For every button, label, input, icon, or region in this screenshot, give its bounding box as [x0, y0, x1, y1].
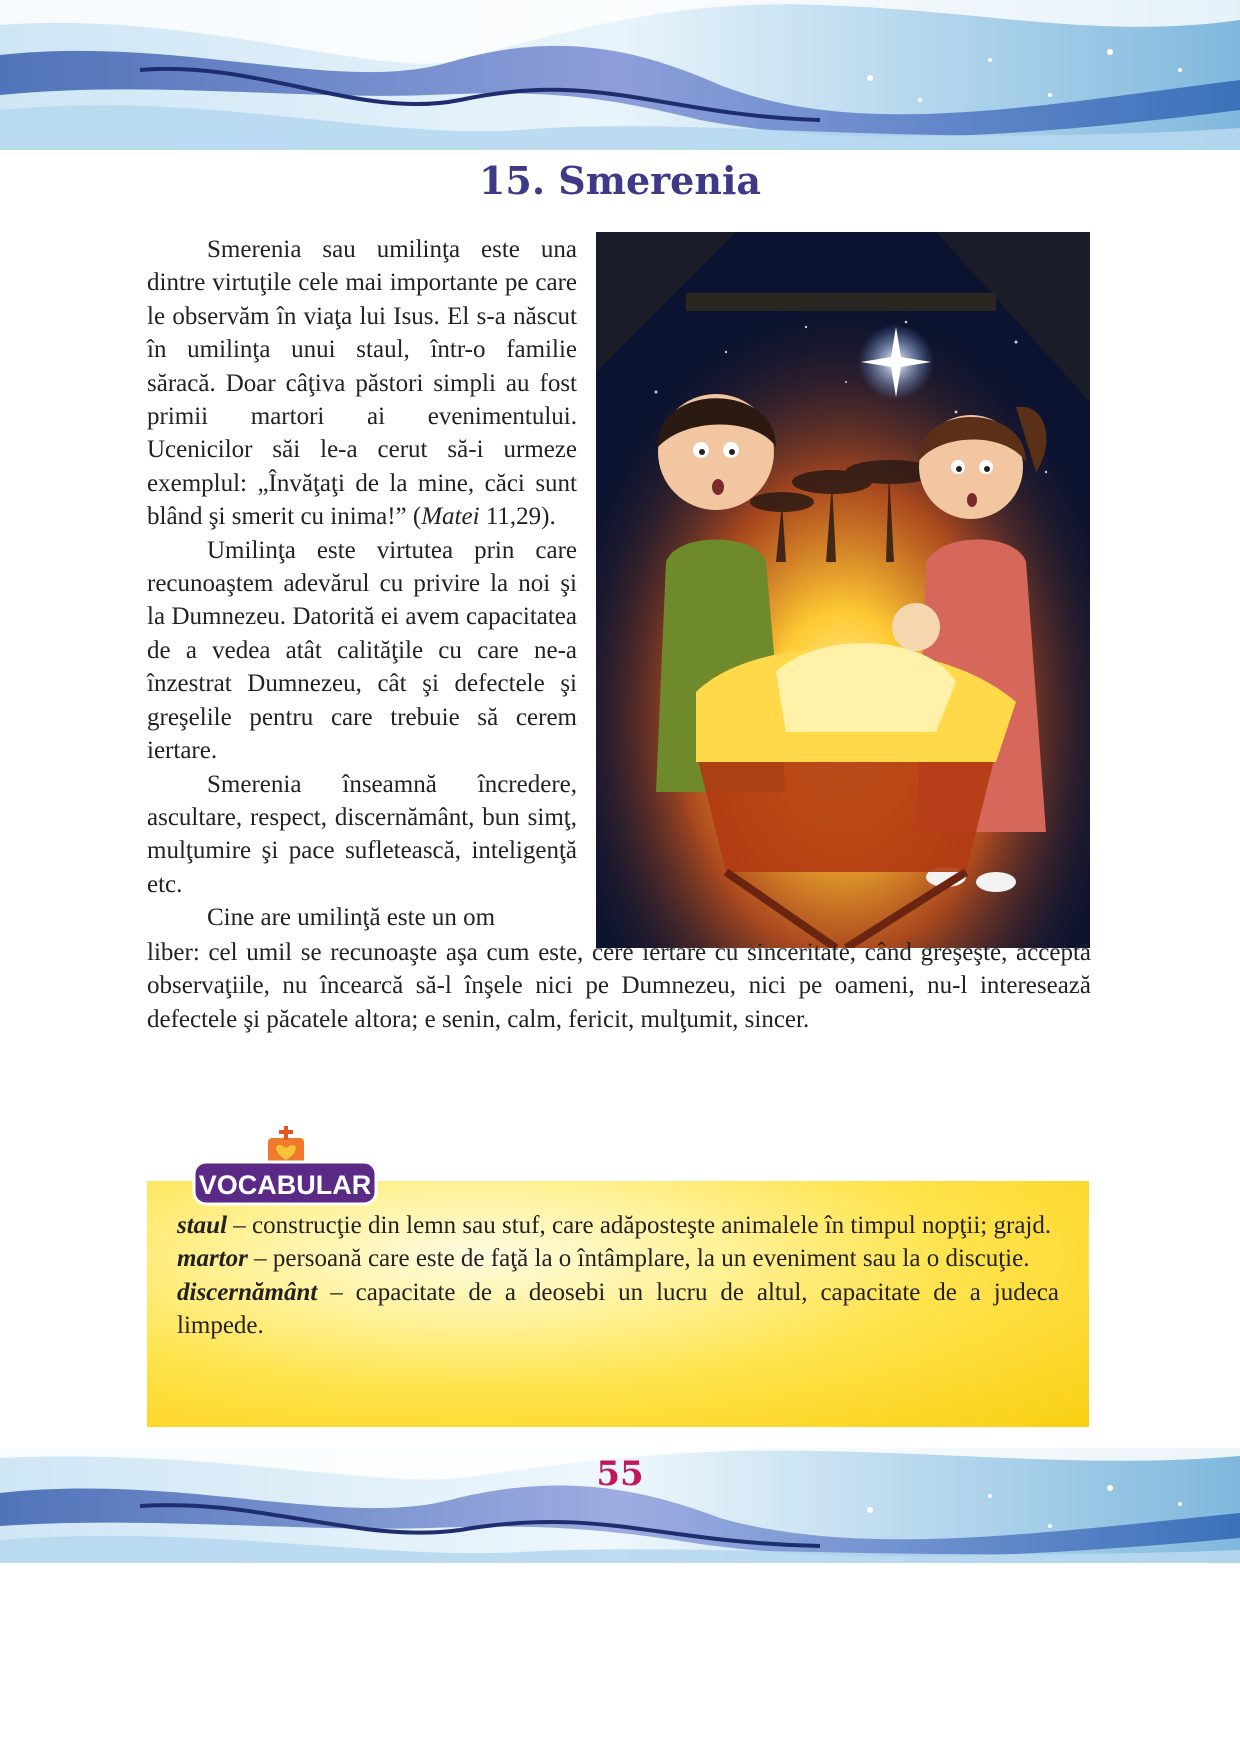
top-wave-banner — [0, 0, 1240, 150]
vocab-entry — [177, 1242, 1059, 1275]
page-number: 55 — [596, 1454, 644, 1494]
vocab-definition: – construcţie din lemn sau stuf, care adăposteşte animalele în timpul nopţii; grajd. — [227, 1212, 1052, 1239]
paragraph-2: Umilinţa este virtutea prin care recunoaştem adevărul cu privire la noi şi la Dumnezeu. Datorită ei avem capacitatea de a vedea atât calităţile cu care ne-a înzestrat Dumnezeu, cât şi defectele şi greşelile pentru care trebuie să cerem iertare. — [147, 536, 577, 765]
vocab-definition: – capacitate de a deosebi un lucru de altul, capacitate de a judeca limpede. — [177, 1278, 1059, 1340]
nativity-illustration — [596, 232, 1090, 948]
vocab-definition: – persoană care este de faţă la o întâmplare, la un eveniment sau la o discuţie. — [247, 1245, 1030, 1273]
vocab-term: discernământ — [177, 1278, 318, 1306]
paragraph-3: Smerenia înseamnă încredere, ascultare, respect, discernământ, bun simţ, mulţumire şi pace sufletească, inteligenţă etc. — [147, 770, 577, 898]
paragraph-4-start: Cine are umilinţă este un om — [207, 904, 496, 932]
page-title: 15. Smerenia — [478, 158, 762, 203]
vocabulary-box — [147, 1181, 1089, 1427]
vocab-entry — [177, 1209, 1059, 1242]
paragraph-4-continuation: liber: cel umil se recunoaşte aşa cum este, cere iertare cu sinceritate, când greşeşte, acceptă observaţiile, nu încearcă să-l înşele nici pe Dumnezeu, nici pe oameni, nu-l interesează defectele şi păcatele altora; e senin, calm, fericit, mulţumit, sincer. — [147, 939, 1091, 1033]
cross-heart-book-icon — [268, 1126, 304, 1164]
continuation-text — [147, 936, 1091, 1036]
vocabulary-badge — [190, 1124, 380, 1208]
paragraph-1: Smerenia sau umilinţa este una dintre virtuţile cele mai importante pe care le observăm în viaţa lui Isus. El s-a născut în umilinţa unui staul, într-o familie săracă. Doar câţiva păstori simpli au fost primii martori ai evenimentului. Ucenicilor săi le-a cerut să-i urmeze exemplul: „Învăţaţi de la mine, căci sunt blând şi smerit cu inima!” (Matei 11,29). — [147, 236, 577, 531]
bible-reference: Matei — [421, 503, 480, 531]
vocab-term: staul — [177, 1212, 228, 1239]
vocab-term: martor — [177, 1245, 248, 1273]
main-text-column — [147, 233, 577, 935]
vocabulary-list — [177, 1209, 1059, 1343]
vocab-entry — [177, 1276, 1059, 1343]
vocabulary-heading: VOCABULAR — [198, 1170, 372, 1200]
